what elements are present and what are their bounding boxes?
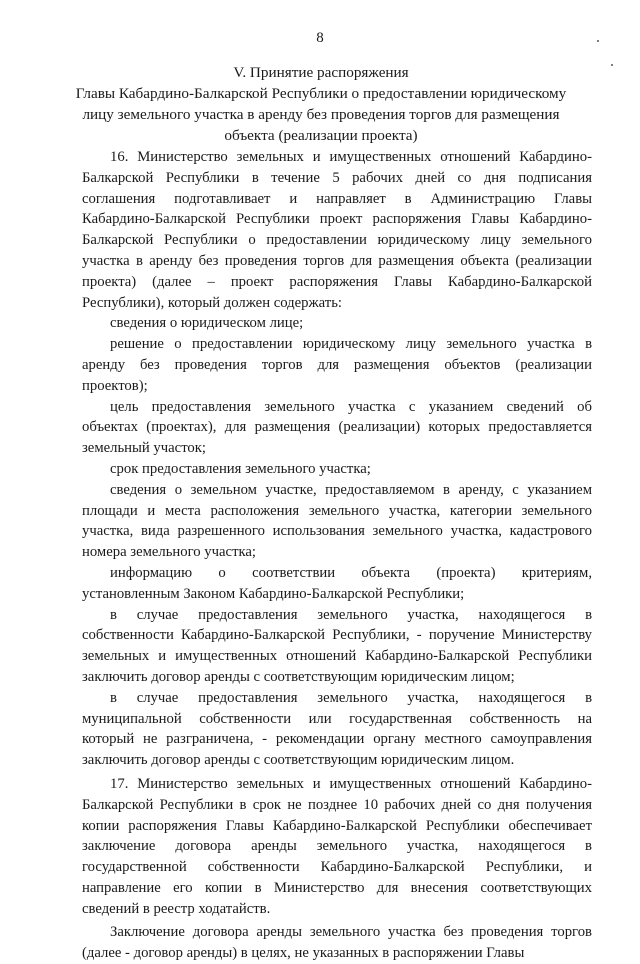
text-line: 16. Министерство земельных и имущественных отношений Кабардино-: [110, 149, 592, 165]
paragraph-i6: [82, 563, 592, 605]
section-heading: [60, 62, 582, 146]
text-line: проектов);: [82, 377, 148, 394]
text-line: собственности Кабардино-Балкарской Республики, - поручение Министерству: [82, 627, 592, 644]
text-line: участка в аренду без проведения торгов для размещения объекта (реализации: [82, 252, 592, 269]
text-line: земельный участок;: [82, 440, 206, 457]
text-line: проекта) (далее – проект распоряжения Главы Кабардино-Балкарской: [82, 273, 592, 290]
paragraph-i4: [82, 459, 592, 480]
text-line: номера земельного участка;: [82, 544, 257, 561]
text-line: который не разграничена, - рекомендации органу местного самоуправления: [82, 731, 592, 748]
text-line: объектах (проектах), для размещения (реализации) которых предоставляется: [82, 419, 592, 436]
text-line: (далее - договор аренды) в целях, не указанных в распоряжении Главы: [82, 945, 525, 962]
paragraph-i2: [82, 334, 592, 396]
paragraph-i3: [82, 397, 592, 459]
text-line: соглашения подготавливает и направляет в Администрацию Главы: [82, 190, 592, 207]
text-line: информацию о соответствии объекта (проекта) критериям,: [110, 564, 592, 581]
paragraph-i1: [82, 313, 592, 334]
text-line: в случае предоставления земельного участка, находящегося в: [110, 689, 592, 706]
text-line: цель предоставления земельного участка с указанием сведений об: [110, 398, 592, 415]
text-line: Заключение договора аренды земельного участка без проведения торгов: [110, 924, 592, 941]
text-line: аренду без проведения торгов для размещения объектов (реализации: [82, 356, 592, 373]
text-line: Балкарской Республики в течение 5 рабочих дней со дня подписания: [82, 169, 592, 186]
text-line: заключить договор аренды с соответствующим юридическим лицом;: [82, 668, 515, 685]
paragraph-p17: [82, 774, 592, 920]
section-title: V. Принятие распоряжения: [233, 64, 409, 81]
text-line: в случае предоставления земельного участка, находящегося в: [110, 606, 592, 623]
text-line: Балкарской Республики в срок не позднее 10 рабочих дней со дня получения: [82, 796, 592, 813]
text-line: государственной собственности Кабардино-Балкарской Республики, и: [82, 859, 592, 876]
text-line: земельных и имущественных отношений Кабардино-Балкарской Республики: [82, 648, 592, 665]
text-line: срок предоставления земельного участка;: [110, 460, 371, 477]
text-line: сведения о земельном участке, предоставляемом в аренду, с указанием: [110, 481, 592, 498]
text-line: муниципальной собственности или государственная собственность на: [82, 710, 592, 727]
paragraph-i5: [82, 480, 592, 563]
text-line: участка, вида разрешенного использования земельного участка, кадастрового: [82, 523, 592, 540]
section-subtitle-line: лицу земельного участка в аренду без проведения торгов для размещения: [82, 106, 560, 123]
text-line: копии распоряжения Главы Кабардино-Балкарской Республики обеспечивает: [82, 817, 592, 834]
text-line: сведений в реестр ходатайств.: [82, 900, 271, 917]
page-number: 8: [316, 30, 324, 46]
section-subtitle-line: Главы Кабардино-Балкарской Республики о предоставлении юридическому: [75, 85, 567, 102]
text-line: заключить договор аренды с соответствующим юридическим лицом.: [82, 752, 515, 769]
text-line: Кабардино-Балкарской Республики проект распоряжения Главы Кабардино-: [82, 211, 592, 228]
scan-speck: [611, 64, 613, 66]
text-line: заключение договора аренды земельного участка, находящегося в: [82, 838, 592, 855]
text-line: Балкарской Республики о предоставлении юридическому лицу земельного: [82, 232, 592, 249]
text-line: направление его копии в Министерство для внесения соответствующих: [82, 879, 592, 896]
paragraph-i8: [82, 688, 592, 771]
section-subtitle-line: объекта (реализации проекта): [224, 127, 418, 144]
text-line: 17. Министерство земельных и имущественных отношений Кабардино-: [110, 775, 592, 792]
text-line: сведения о юридическом лице;: [110, 315, 304, 332]
paragraph-p18: [82, 922, 592, 964]
text-line: установленным Законом Кабардино-Балкарской Республики;: [82, 585, 465, 602]
text-line: площади и места расположения земельного участка, категории земельного: [82, 502, 592, 519]
text-line: решение о предоставлении юридическому лицу земельного участка в: [110, 336, 592, 353]
paragraph-i7: [82, 605, 592, 688]
paragraph-p16: [82, 147, 592, 313]
scan-speck: [597, 40, 599, 42]
document-body: [82, 147, 592, 964]
text-line: Республики), который должен содержать:: [82, 294, 342, 311]
